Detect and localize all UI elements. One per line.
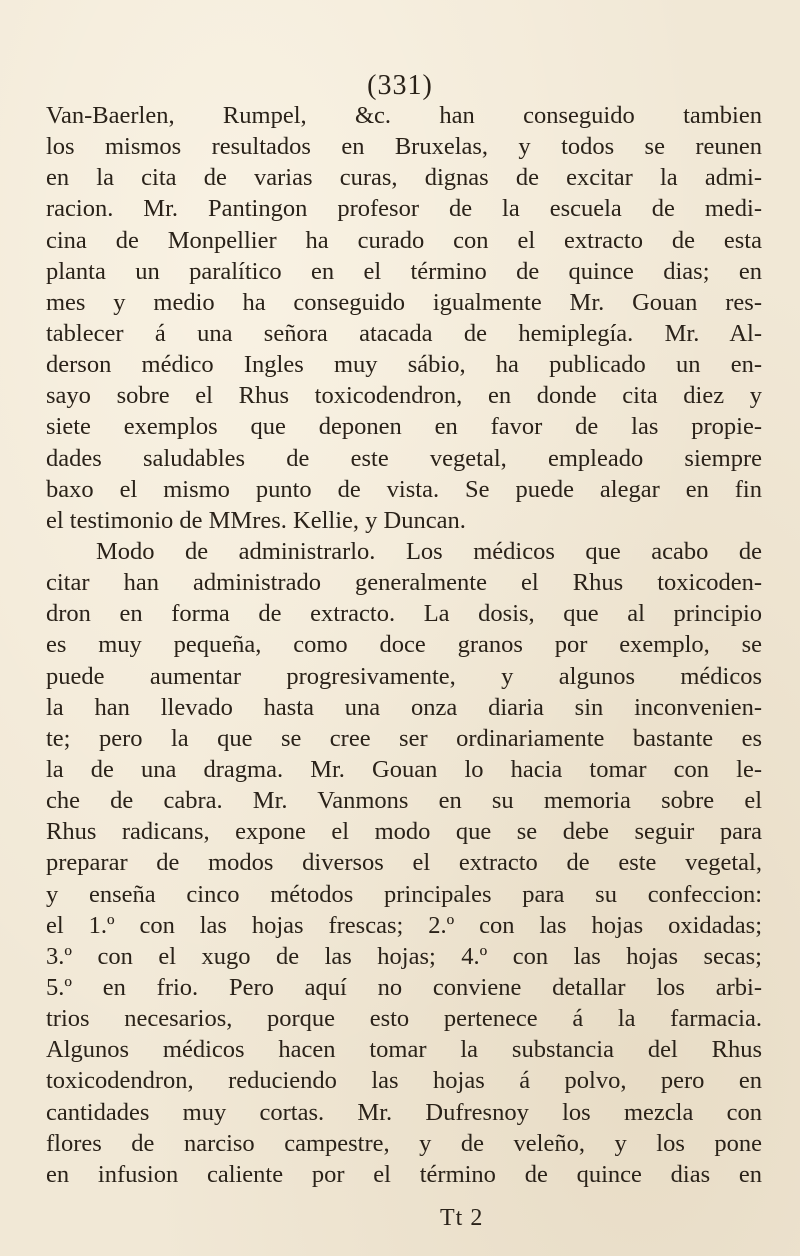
text-line: toxicodendron, reduciendo las hojas á polvo, pero en <box>46 1067 762 1095</box>
text-line: siete exemplos que deponen en favor de las propie- <box>46 413 762 441</box>
text-line: Rhus radicans, expone el modo que se debe seguir para <box>46 818 762 846</box>
text-line: trios necesarios, porque esto pertenece á la farmacia. <box>46 1005 762 1033</box>
section-heading-line: Modo de administrarlo. Los médicos que acabo de <box>96 537 762 565</box>
text-line: planta un paralítico en el término de quince dias; en <box>46 257 762 285</box>
signature-mark: Tt 2 <box>440 1205 484 1231</box>
text-line: citar han administrado generalmente el Rhus toxicoden- <box>46 569 762 597</box>
text-line: preparar de modos diversos el extracto de este vegetal, <box>46 849 762 877</box>
text-line: puede aumentar progresivamente, y algunos médicos <box>46 662 762 690</box>
text-line: Algunos médicos hacen tomar la substancia del Rhus <box>46 1036 762 1064</box>
body-text <box>46 100 762 1190</box>
text-line: dades saludables de este vegetal, empleado siempre <box>46 444 762 472</box>
text-line: los mismos resultados en Bruxelas, y todos se reunen <box>46 133 762 161</box>
text-line: y enseña cinco métodos principales para su confeccion: <box>46 880 762 908</box>
text-line: cina de Monpellier ha curado con el extracto de esta <box>46 226 762 254</box>
text-line: te; pero la que se cree ser ordinariamente bastante es <box>46 724 762 752</box>
text-line: 5.º en frio. Pero aquí no conviene detallar los arbi- <box>46 973 762 1001</box>
text-line: cantidades muy cortas. Mr. Dufresnoy los mezcla con <box>46 1098 762 1126</box>
text-line: Van-Baerlen, Rumpel, &c. han conseguido tambien <box>46 102 762 129</box>
page-number: (331) <box>367 70 433 101</box>
text-line: baxo el mismo punto de vista. Se puede alegar en fin <box>46 475 762 503</box>
text-line: tablecer á una señora atacada de hemiplegía. Mr. Al- <box>46 319 762 347</box>
text-line: la han llevado hasta una onza diaria sin inconvenien- <box>46 693 762 721</box>
text-line: flores de narciso campestre, y de veleño, y los pone <box>46 1129 762 1157</box>
text-line: derson médico Ingles muy sábio, ha publicado un en- <box>46 351 762 379</box>
text-line: sayo sobre el Rhus toxicodendron, en donde cita diez y <box>46 382 762 410</box>
text-line: dron en forma de extracto. La dosis, que al principio <box>46 600 762 628</box>
text-line: racion. Mr. Pantingon profesor de la escuela de medi- <box>46 195 762 223</box>
text-line: la de una dragma. Mr. Gouan lo hacia tomar con le- <box>46 755 762 783</box>
text-line: che de cabra. Mr. Vanmons en su memoria sobre el <box>46 787 762 815</box>
text-line: en infusion caliente por el término de quince dias en <box>46 1160 762 1188</box>
text-line: en la cita de varias curas, dignas de excitar la admi- <box>46 164 762 192</box>
text-line: 3.º con el xugo de las hojas; 4.º con las hojas secas; <box>46 942 762 970</box>
text-line: mes y medio ha conseguido igualmente Mr. Gouan res- <box>46 288 762 316</box>
text-line: es muy pequeña, como doce granos por exemplo, se <box>46 631 762 659</box>
text-line: el 1.º con las hojas frescas; 2.º con las hojas oxidadas; <box>46 911 762 939</box>
text-line: el testimonio de MMres. Kellie, y Duncan. <box>46 506 466 534</box>
